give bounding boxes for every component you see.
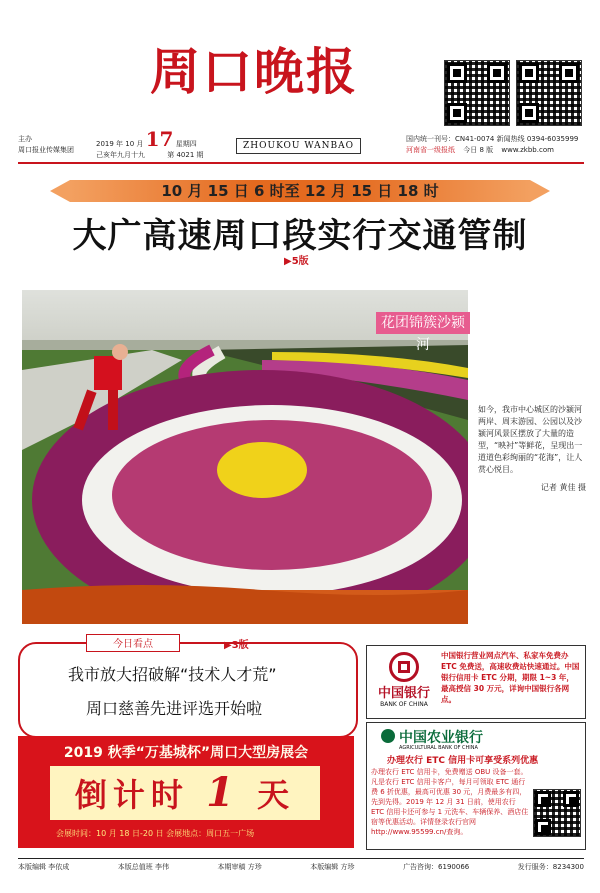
abc-text: 办理农行 ETC 信用卡，免费赠送 OBU 设备一套。凡是农行 ETC 信用卡客户，每月可领取 ETC 通行费 6 折优惠，最高可优惠 30 元，月费最多有四，先到先得。2019 年 12 月 31 日前，使用农行 ETC 信用卡还可参与 1 元洗车、车辆保养、酒店住宿等优惠活动。详情登录农行官网 http://www.95599.cn/查询。 [371, 768, 529, 836]
photo-credit: 记者 黄佳 摄 [540, 483, 586, 492]
sponsor-label: 主办 [18, 135, 32, 143]
weibo-qr-code [516, 60, 582, 126]
expo-meta: 会展时间：10 月 18 日-20 日 会展地点：周口五一广场 [56, 829, 255, 838]
lead-page-ref[interactable]: ▶5版 [284, 256, 309, 267]
cn-number: 国内统一刊号：CN41-0074 [406, 135, 495, 143]
boc-text: 中国银行营业网点汽车、私家车免费办 ETC 免费送，高速收费站快速通过。中国银行信用卡 ETC 分期，期限 1~3 年，最高授信 30 万元，详询中国银行各网点。 [441, 651, 580, 704]
photo-caption [478, 404, 586, 494]
date-day: 17 [145, 127, 174, 151]
sponsor-block [18, 134, 74, 156]
date-lunar: 己亥年九月十九 [96, 151, 145, 159]
photo-caption-text: 如今，我市中心城区的沙颍河两岸、周末游园、公园以及沙颍河风景区摆放了大量的造型，“映衬”等鲜花，呈现出一道道色彩绚丽的“花海”，让人赏心悦目。 [478, 405, 583, 474]
header-divider [18, 162, 584, 164]
abc-qr-code[interactable] [533, 789, 581, 837]
date-block [96, 127, 204, 161]
expo-countdown [50, 766, 320, 820]
today-page-ref[interactable]: ▶3版 [224, 640, 249, 651]
ribbon-tail-right [530, 180, 550, 202]
website[interactable]: www.zkbb.com [501, 146, 554, 154]
boc-name-en: BANK OF CHINA [380, 701, 428, 708]
date-weekday: 星期四 [175, 140, 197, 148]
date-prefix: 2019 年 10 月 [96, 140, 144, 148]
page-count: 今日 8 版 [463, 146, 494, 154]
lead-headline[interactable]: 大广高速周口段实行交通管制 [72, 216, 528, 256]
countdown-number: 1 [206, 769, 240, 816]
footer-item: 本版总值班 李伟 [117, 863, 169, 871]
boc-ad[interactable] [366, 645, 586, 719]
wechat-qr-code [444, 60, 510, 126]
footer-item: 本版编辑 方珍 [310, 863, 355, 871]
ribbon-tail-left [50, 180, 70, 202]
flower-photo [22, 290, 468, 624]
footer-bar [18, 858, 584, 872]
expo-title: 2019 秋季“万基城杯”周口大型房展会 [63, 745, 309, 761]
abc-name-en: AGRICULTURAL BANK OF CHINA [399, 745, 478, 751]
abc-logo-icon [381, 729, 395, 743]
news-hotline: 新闻热线 0394-6035999 [496, 135, 579, 143]
countdown-suffix: 天 [257, 776, 296, 814]
masthead-title: 周口晚报 [150, 42, 358, 101]
boc-logo-icon [389, 652, 419, 682]
abc-name: 中国农业银行 [399, 730, 483, 746]
paper-grade: 河南省一级报纸 [406, 146, 455, 154]
abc-slogan: 办理农行 ETC 信用卡可享受系列优惠 [387, 756, 539, 766]
pinyin-title: ZHOUKOU WANBAO [236, 138, 361, 154]
sponsor-org: 周口报业传媒集团 [18, 146, 74, 154]
today-item-2[interactable]: 周口慈善先进评选开始啦 [86, 699, 263, 718]
footer-item: 本期审稿 方珍 [217, 863, 262, 871]
lead-ribbon: 10 月 15 日 6 时至 12 月 15 日 18 时 [70, 180, 530, 202]
countdown-prefix: 倒计时 [74, 776, 189, 814]
photo-tag: 花团锦簇沙颍河 [376, 312, 470, 334]
footer-item: 广告咨询：6190066 [403, 863, 470, 871]
today-box [18, 642, 358, 738]
today-item-1[interactable]: 我市放大招破解“技术人才荒” [68, 665, 277, 684]
footer-item: 本版编辑 李依成 [18, 863, 70, 871]
today-tag: 今日看点 [86, 634, 180, 652]
publication-info [406, 134, 578, 156]
housing-expo-banner[interactable] [18, 736, 354, 848]
boc-logo-block [371, 652, 437, 708]
issue-number: 第 4021 期 [167, 151, 204, 159]
abc-ad[interactable] [366, 722, 586, 850]
boc-name: 中国银行 [377, 686, 430, 701]
footer-item: 发行服务：8234300 [517, 863, 584, 871]
